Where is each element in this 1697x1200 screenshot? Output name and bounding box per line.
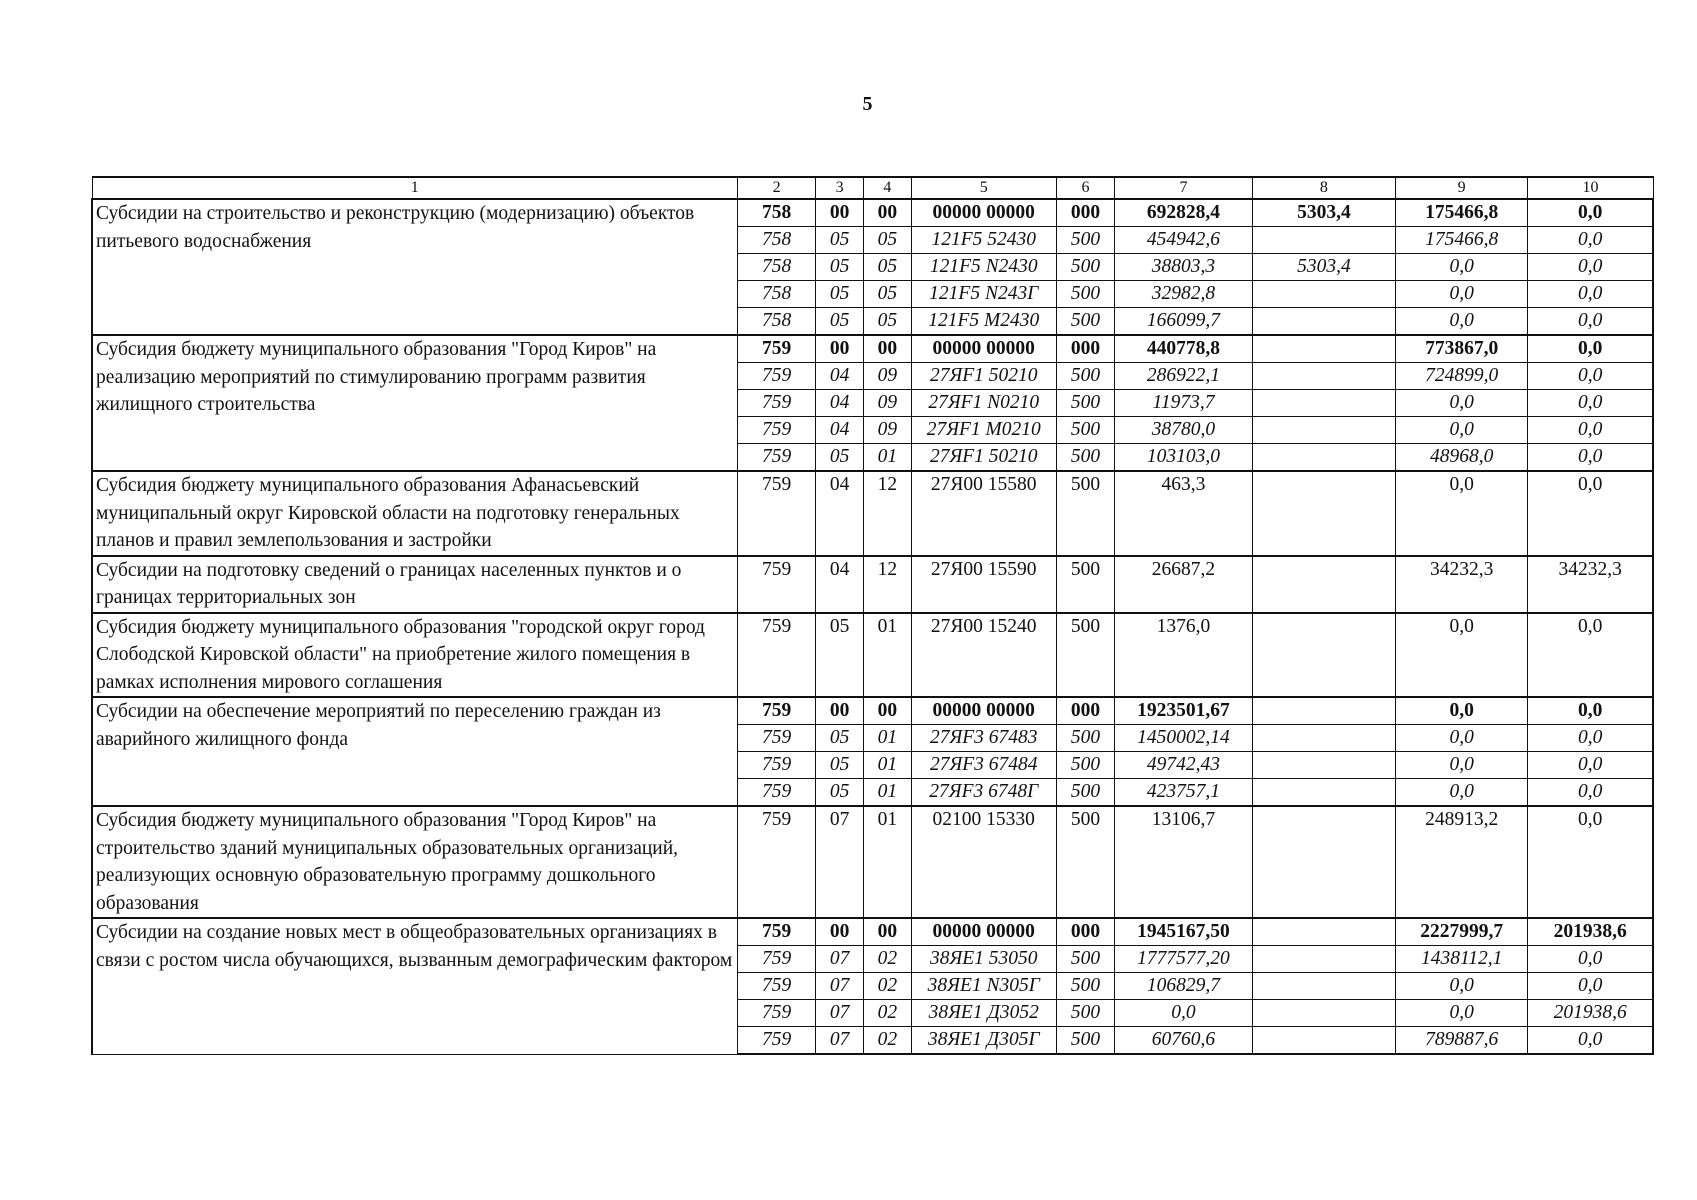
row-description: Субсидия бюджету муниципального образования "Город Киров" на реализацию мероприятий по стимулированию программ развития жилищного строительства <box>92 335 737 471</box>
table-cell: 0,0 <box>1395 779 1527 807</box>
table-cell: 758 <box>737 227 815 254</box>
table-cell: 175466,8 <box>1395 227 1527 254</box>
table-cell: 00000 00000 <box>911 199 1056 227</box>
table-cell: 0,0 <box>1528 752 1653 779</box>
table-cell: 759 <box>737 725 815 752</box>
table-cell: 00000 00000 <box>911 918 1056 946</box>
row-description: Субсидии на обеспечение мероприятий по переселению граждан из аварийного жилищного фонда <box>92 697 737 806</box>
row-description: Субсидия бюджету муниципального образования "Город Киров" на строительство зданий муниципальных образовательных организаций, реализующих основную образовательную программу дошкольного образования <box>92 806 737 918</box>
table-cell: 1376,0 <box>1115 613 1253 698</box>
table-cell: 121F5 M2430 <box>911 308 1056 336</box>
table-cell: 500 <box>1056 308 1114 336</box>
table-cell: 00 <box>863 697 911 725</box>
table-body <box>92 199 1653 1054</box>
table-cell: 0,0 <box>1528 335 1653 363</box>
table-cell: 500 <box>1056 417 1114 444</box>
table-cell: 00000 00000 <box>911 697 1056 725</box>
table-cell <box>1252 918 1395 946</box>
table-cell: 758 <box>737 199 815 227</box>
table-cell: 07 <box>816 1027 864 1055</box>
column-header: 8 <box>1252 177 1395 199</box>
table-cell: 00 <box>816 918 864 946</box>
table-cell: 05 <box>816 613 864 698</box>
table-cell: 500 <box>1056 471 1114 556</box>
column-header: 2 <box>737 177 815 199</box>
table-cell <box>1252 779 1395 807</box>
table-cell: 38803,3 <box>1115 254 1253 281</box>
column-header: 7 <box>1115 177 1253 199</box>
table-cell: 05 <box>816 308 864 336</box>
table-cell: 1923501,67 <box>1115 697 1253 725</box>
row-description: Субсидия бюджету муниципального образования "городской округ город Слободской Кировской области" на приобретение жилого помещения в рамках исполнения мирового соглашения <box>92 613 737 698</box>
table-cell: 0,0 <box>1528 946 1653 973</box>
table-cell: 09 <box>863 363 911 390</box>
table-cell: 500 <box>1056 254 1114 281</box>
column-number-row <box>92 177 1653 199</box>
table-cell <box>1252 613 1395 698</box>
table-cell: 000 <box>1056 918 1114 946</box>
table-cell: 27Я00 15590 <box>911 556 1056 613</box>
table-cell: 454942,6 <box>1115 227 1253 254</box>
table-cell: 500 <box>1056 973 1114 1000</box>
table-cell: 02 <box>863 973 911 1000</box>
table-cell: 38780,0 <box>1115 417 1253 444</box>
table-cell: 0,0 <box>1528 697 1653 725</box>
table-cell: 04 <box>816 390 864 417</box>
table-cell: 500 <box>1056 556 1114 613</box>
table-cell: 759 <box>737 390 815 417</box>
table-cell: 759 <box>737 779 815 807</box>
table-cell: 0,0 <box>1528 779 1653 807</box>
table-cell: 175466,8 <box>1395 199 1527 227</box>
table-cell: 0,0 <box>1528 363 1653 390</box>
table-cell: 0,0 <box>1528 227 1653 254</box>
table-cell: 49742,43 <box>1115 752 1253 779</box>
table-cell: 500 <box>1056 613 1114 698</box>
table-cell: 0,0 <box>1528 471 1653 556</box>
table-cell: 00 <box>863 335 911 363</box>
table-cell: 463,3 <box>1115 471 1253 556</box>
table-cell: 000 <box>1056 697 1114 725</box>
table-cell: 0,0 <box>1528 725 1653 752</box>
table-cell: 286922,1 <box>1115 363 1253 390</box>
table-cell: 27ЯF1 M0210 <box>911 417 1056 444</box>
table-cell: 5303,4 <box>1252 199 1395 227</box>
table-cell: 27Я00 15240 <box>911 613 1056 698</box>
table-cell: 0,0 <box>1528 199 1653 227</box>
column-header: 6 <box>1056 177 1114 199</box>
table-cell: 09 <box>863 417 911 444</box>
table-cell: 05 <box>816 254 864 281</box>
table-cell: 121F5 N2430 <box>911 254 1056 281</box>
table-cell: 02 <box>863 946 911 973</box>
table-cell: 05 <box>863 254 911 281</box>
table-cell: 758 <box>737 281 815 308</box>
table-cell: 00 <box>863 918 911 946</box>
table-cell: 38ЯЕ1 N305Г <box>911 973 1056 1000</box>
table-cell: 07 <box>816 806 864 918</box>
table-cell: 500 <box>1056 363 1114 390</box>
table-cell: 05 <box>863 281 911 308</box>
column-header: 4 <box>863 177 911 199</box>
table-cell: 0,0 <box>1528 308 1653 336</box>
table-cell: 05 <box>863 227 911 254</box>
table-cell: 00 <box>816 335 864 363</box>
table-cell: 166099,7 <box>1115 308 1253 336</box>
table-cell: 1438112,1 <box>1395 946 1527 973</box>
table-cell: 759 <box>737 363 815 390</box>
table-cell: 01 <box>863 806 911 918</box>
table-cell <box>1252 725 1395 752</box>
row-description: Субсидии на создание новых мест в общеобразовательных организациях в связи с ростом числа обучающихся, вызванным демографическим фактором <box>92 918 737 1054</box>
table-cell: 5303,4 <box>1252 254 1395 281</box>
table-row <box>92 471 1653 556</box>
table-cell: 0,0 <box>1395 725 1527 752</box>
table-cell: 759 <box>737 697 815 725</box>
table-cell: 0,0 <box>1395 973 1527 1000</box>
table-cell <box>1252 697 1395 725</box>
table-cell <box>1252 308 1395 336</box>
table-cell: 758 <box>737 254 815 281</box>
table-cell: 13106,7 <box>1115 806 1253 918</box>
table-cell: 500 <box>1056 281 1114 308</box>
table-cell: 0,0 <box>1528 613 1653 698</box>
table-cell: 00 <box>816 199 864 227</box>
table-cell: 759 <box>737 1000 815 1027</box>
table-cell: 01 <box>863 779 911 807</box>
table-cell <box>1252 946 1395 973</box>
table-cell: 423757,1 <box>1115 779 1253 807</box>
table-cell: 12 <box>863 556 911 613</box>
table-cell: 121F5 N243Г <box>911 281 1056 308</box>
budget-table <box>91 176 1654 1055</box>
table-cell <box>1252 752 1395 779</box>
table-cell: 01 <box>863 752 911 779</box>
table-cell: 09 <box>863 390 911 417</box>
table-cell: 103103,0 <box>1115 444 1253 472</box>
column-header: 9 <box>1395 177 1527 199</box>
table-cell: 04 <box>816 471 864 556</box>
table-cell: 500 <box>1056 1027 1114 1055</box>
table-cell: 201938,6 <box>1528 1000 1653 1027</box>
table-cell: 500 <box>1056 390 1114 417</box>
table-cell: 0,0 <box>1395 471 1527 556</box>
table-row <box>92 556 1653 613</box>
table-cell: 27ЯF1 50210 <box>911 444 1056 472</box>
row-description: Субсидии на строительство и реконструкцию (модернизацию) объектов питьевого водоснабжения <box>92 199 737 335</box>
table-cell <box>1252 281 1395 308</box>
table-cell: 07 <box>816 946 864 973</box>
column-header: 3 <box>816 177 864 199</box>
table-cell <box>1252 390 1395 417</box>
table-cell: 759 <box>737 946 815 973</box>
table-cell <box>1252 556 1395 613</box>
table-cell: 07 <box>816 973 864 1000</box>
table-cell: 000 <box>1056 335 1114 363</box>
table-cell: 38ЯЕ1 Д305Г <box>911 1027 1056 1055</box>
table-cell <box>1252 1027 1395 1055</box>
table-cell: 2227999,7 <box>1395 918 1527 946</box>
table-cell: 01 <box>863 725 911 752</box>
table-row <box>92 335 1653 363</box>
table-cell: 500 <box>1056 779 1114 807</box>
table-cell: 02 <box>863 1027 911 1055</box>
table-cell: 440778,8 <box>1115 335 1253 363</box>
table-cell: 773867,0 <box>1395 335 1527 363</box>
table-cell: 500 <box>1056 725 1114 752</box>
table-cell: 759 <box>737 973 815 1000</box>
table-cell: 00 <box>863 199 911 227</box>
table-cell: 0,0 <box>1528 444 1653 472</box>
page-number: 5 <box>862 93 873 115</box>
table-cell: 11973,7 <box>1115 390 1253 417</box>
table-cell: 0,0 <box>1395 281 1527 308</box>
table-cell: 27Я00 15580 <box>911 471 1056 556</box>
row-description: Субсидия бюджету муниципального образования Афанасьевский муниципальный округ Кировской области на подготовку генеральных планов и правил землепользования и застройки <box>92 471 737 556</box>
table-cell: 0,0 <box>1395 254 1527 281</box>
table-cell: 00000 00000 <box>911 335 1056 363</box>
row-description: Субсидии на подготовку сведений о границах населенных пунктов и о границах территориальных зон <box>92 556 737 613</box>
table-row <box>92 918 1653 946</box>
table-cell: 05 <box>816 752 864 779</box>
table-cell: 759 <box>737 918 815 946</box>
table-cell: 27ЯF3 67484 <box>911 752 1056 779</box>
table-row <box>92 697 1653 725</box>
table-cell: 04 <box>816 556 864 613</box>
table-cell <box>1252 471 1395 556</box>
table-cell: 0,0 <box>1395 308 1527 336</box>
table-cell: 05 <box>816 725 864 752</box>
table-cell: 201938,6 <box>1528 918 1653 946</box>
table-cell: 02 <box>863 1000 911 1027</box>
table-row <box>92 806 1653 918</box>
column-header: 10 <box>1528 177 1653 199</box>
table-cell: 01 <box>863 613 911 698</box>
table-cell: 02100 15330 <box>911 806 1056 918</box>
table-cell: 789887,6 <box>1395 1027 1527 1055</box>
table-cell: 759 <box>737 752 815 779</box>
table-cell: 724899,0 <box>1395 363 1527 390</box>
table-cell <box>1252 363 1395 390</box>
table-cell: 0,0 <box>1528 281 1653 308</box>
column-header: 1 <box>92 177 737 199</box>
table-cell: 00 <box>816 697 864 725</box>
table-cell: 0,0 <box>1395 752 1527 779</box>
table-cell: 05 <box>816 779 864 807</box>
table-cell: 106829,7 <box>1115 973 1253 1000</box>
table-cell: 500 <box>1056 806 1114 918</box>
table-cell: 0,0 <box>1528 973 1653 1000</box>
table-cell: 500 <box>1056 752 1114 779</box>
table-cell: 0,0 <box>1528 254 1653 281</box>
table-cell: 04 <box>816 363 864 390</box>
table-cell: 05 <box>816 444 864 472</box>
table-cell: 12 <box>863 471 911 556</box>
table-cell: 759 <box>737 335 815 363</box>
table-cell: 759 <box>737 417 815 444</box>
table-cell <box>1252 806 1395 918</box>
table-cell: 0,0 <box>1528 417 1653 444</box>
table-cell: 04 <box>816 417 864 444</box>
table-cell: 05 <box>863 308 911 336</box>
table-cell: 500 <box>1056 946 1114 973</box>
column-header: 5 <box>911 177 1056 199</box>
table-cell: 34232,3 <box>1395 556 1527 613</box>
table-cell: 0,0 <box>1395 390 1527 417</box>
table-cell: 758 <box>737 308 815 336</box>
table-cell <box>1252 417 1395 444</box>
table-cell: 01 <box>863 444 911 472</box>
table-cell: 38ЯЕ1 Д3052 <box>911 1000 1056 1027</box>
table-cell: 500 <box>1056 1000 1114 1027</box>
table-cell: 07 <box>816 1000 864 1027</box>
table-cell: 38ЯЕ1 53050 <box>911 946 1056 973</box>
table-cell: 0,0 <box>1395 697 1527 725</box>
table-cell: 759 <box>737 471 815 556</box>
table-cell: 05 <box>816 281 864 308</box>
table-cell <box>1252 335 1395 363</box>
table-cell: 32982,8 <box>1115 281 1253 308</box>
table-cell: 05 <box>816 227 864 254</box>
table-cell: 500 <box>1056 444 1114 472</box>
table-row <box>92 199 1653 227</box>
table-cell: 1777577,20 <box>1115 946 1253 973</box>
table-cell: 248913,2 <box>1395 806 1527 918</box>
table-cell: 48968,0 <box>1395 444 1527 472</box>
table-cell <box>1252 227 1395 254</box>
table-cell: 0,0 <box>1528 390 1653 417</box>
table-cell: 1450002,14 <box>1115 725 1253 752</box>
table-cell: 692828,4 <box>1115 199 1253 227</box>
table-cell: 0,0 <box>1395 1000 1527 1027</box>
table-cell: 0,0 <box>1395 417 1527 444</box>
table-cell: 1945167,50 <box>1115 918 1253 946</box>
table-cell: 0,0 <box>1528 1027 1653 1055</box>
table-cell: 27ЯF3 67483 <box>911 725 1056 752</box>
table-cell: 0,0 <box>1528 806 1653 918</box>
table-cell: 0,0 <box>1115 1000 1253 1027</box>
table-cell: 759 <box>737 444 815 472</box>
table-cell: 121F5 52430 <box>911 227 1056 254</box>
table-cell: 500 <box>1056 227 1114 254</box>
table-cell: 60760,6 <box>1115 1027 1253 1055</box>
table-cell: 27ЯF1 50210 <box>911 363 1056 390</box>
table-cell <box>1252 1000 1395 1027</box>
table-row <box>92 613 1653 698</box>
table-cell <box>1252 444 1395 472</box>
table-cell: 34232,3 <box>1528 556 1653 613</box>
table-cell <box>1252 973 1395 1000</box>
table-cell: 759 <box>737 556 815 613</box>
table-cell: 759 <box>737 613 815 698</box>
table-cell: 0,0 <box>1395 613 1527 698</box>
table-cell: 27ЯF3 6748Г <box>911 779 1056 807</box>
table-cell: 000 <box>1056 199 1114 227</box>
table-cell: 26687,2 <box>1115 556 1253 613</box>
table-cell: 759 <box>737 806 815 918</box>
table-cell: 27ЯF1 N0210 <box>911 390 1056 417</box>
table-cell: 759 <box>737 1027 815 1055</box>
